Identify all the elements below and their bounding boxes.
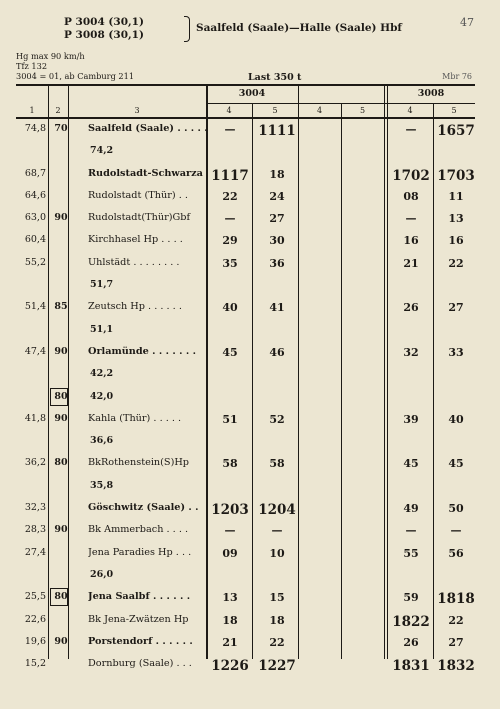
col-header-5b: 5 [359,106,366,115]
km-cell: 22,6 [24,613,46,625]
km-cell: 15,2 [24,658,46,670]
traction-unit: Tfz 132 [16,61,48,71]
km-cell: 19,6 [24,635,46,647]
table-row [16,207,475,229]
station-name: Zeutsch Hp . . . . . . [88,301,182,313]
km-cell: 68,7 [24,167,46,179]
speed-cell: 90 [54,412,68,424]
arrival-3008: 49 [403,502,419,516]
departure-3008: 1818 [437,591,475,608]
arrival-3008: 1702 [392,167,430,184]
arrival-3008: — [405,212,417,226]
station-name: Orlamünde . . . . . . . [88,345,196,357]
arrival-3004: 18 [222,613,238,627]
table-row [16,475,475,497]
table-row [16,452,475,474]
table-row [16,497,475,519]
table-row [16,185,475,207]
table-row [16,386,475,408]
departure-3008: 45 [448,457,464,471]
train-header-3008: 3008 [417,88,445,99]
station-name: Jena Paradies Hp . . . [88,546,192,558]
max-speed: Hg max 90 km/h [16,51,85,61]
arrival-3004: 09 [222,546,238,560]
arrival-3008: 1822 [392,613,430,630]
km-cell: 63,0 [24,212,46,224]
departure-3008: 22 [448,613,464,627]
arrival-3008: 08 [403,189,419,203]
timetable-rows [16,118,475,675]
km-cell: 47,4 [24,345,46,357]
station-name: Rudolstadt(Thür)Gbf [88,212,191,224]
station-name: Bk Ammerbach . . . . [88,524,189,536]
table-row [16,341,475,363]
arrival-3004: 1117 [211,167,249,184]
arrival-3004: 40 [222,301,238,315]
table-row [16,229,475,251]
arrival-3004: — [224,123,236,136]
train-header-3004: 3004 [238,88,266,99]
col-header-3: 3 [134,106,140,115]
distance-marker: 42,2 [90,368,114,380]
speed-cell: 90 [54,635,68,647]
departure-3008: 1703 [437,167,475,184]
table-row [16,609,475,631]
departure-3004: 1204 [258,502,296,519]
col-header-4a: 4 [226,106,232,115]
col-header-5c: 5 [451,106,457,115]
arrival-3004: 45 [222,345,238,359]
train-numbers [64,16,144,42]
col-header-5a: 5 [272,106,278,115]
departure-3008: — [450,524,462,538]
distance-marker: 35,8 [90,479,114,491]
table-row [16,408,475,430]
arrival-3004: 35 [222,256,238,270]
arrival-3008: 16 [403,234,419,248]
mbr-label: Mbr 76 [442,72,472,81]
arrival-3004: 22 [222,189,238,203]
speed-cell: 90 [54,345,68,357]
col-header-4c: 4 [407,106,413,115]
speed-cell: 80 [54,457,68,469]
distance-marker: 42,0 [90,390,114,402]
table-row [16,564,475,586]
station-name: Göschwitz (Saale) . . [88,502,199,514]
arrival-3008: 32 [403,345,419,359]
station-name: Bk Jena-Zwätzen Hp [88,613,189,625]
station-name: Rudolstadt (Thür) . . [88,189,188,201]
distance-marker: 51,7 [90,279,114,291]
arrival-3004: 51 [222,412,238,426]
load-label: Last 350 t [248,72,302,83]
route-title: Saalfeld (Saale)—Halle (Saale) Hbf [196,22,402,34]
departure-3008: 27 [448,635,464,649]
departure-3008: 11 [448,189,464,203]
station-name: Dornburg (Saale) . . . [88,658,192,670]
distance-marker: 36,6 [90,435,114,447]
speed-cell: 80 [54,390,68,402]
departure-3008: 50 [448,502,464,516]
station-name: Kahla (Thür) . . . . . [88,412,182,424]
table-row [16,163,475,185]
speed-cell: 80 [54,591,68,603]
departure-3004: 1227 [258,658,296,675]
departure-3004: 27 [269,212,285,226]
departure-3004: 58 [269,457,285,471]
station-name: BkRothenstein(S)Hp [88,457,189,469]
table-row [16,653,475,675]
km-cell: 36,2 [24,457,46,469]
departure-3004: 18 [269,167,285,181]
departure-3004: 24 [269,189,285,203]
km-cell: 51,4 [24,301,46,313]
speed-cell: 90 [54,212,68,224]
table-row [16,274,475,296]
table-row [16,118,475,140]
km-cell: 41,8 [24,412,46,424]
departure-3008: 56 [448,546,464,560]
departure-3008: 13 [448,212,464,226]
arrival-3004: — [224,524,236,538]
station-name: Jena Saalbf . . . . . . [88,591,191,603]
page-header [56,10,474,46]
table-row [16,542,475,564]
departure-3004: 41 [269,301,285,315]
table-row [16,519,475,541]
departure-3004: 10 [269,546,285,560]
station-name: Rudolstadt-Schwarza [88,167,203,179]
km-cell: 55,2 [24,256,46,268]
table-row [16,140,475,162]
station-name: Saalfeld (Saale) . . . . . [88,123,208,134]
departure-3004: 22 [269,635,285,649]
departure-3008: 1832 [437,658,475,675]
table-row [16,631,475,653]
km-cell: 32,3 [24,502,46,514]
train-number-b: P 3008 (30,1) [64,29,144,41]
table-row [16,319,475,341]
arrival-3004: 13 [222,591,238,605]
col-header-2: 2 [55,106,61,115]
arrival-3008: 39 [403,412,419,426]
train-number-a: P 3004 (30,1) [64,16,144,28]
km-cell: 64,6 [24,189,46,201]
page-number: 47 [460,16,474,29]
departure-3004: 46 [269,345,285,359]
speed-cell: 85 [54,301,68,313]
arrival-3008: — [405,524,417,538]
arrival-3008: 1831 [392,658,430,675]
col-header-4b: 4 [316,106,323,115]
locomotive-note: 3004 = 01, ab Camburg 211 [16,71,135,81]
distance-marker: 51,1 [90,323,114,335]
arrival-3008: 55 [403,546,419,560]
arrival-3004: 1203 [211,502,249,519]
arrival-3004: 58 [222,457,238,471]
departure-3004: 15 [269,591,285,605]
arrival-3004: 1226 [211,658,249,675]
departure-3008: 16 [448,234,464,248]
train-meta [16,51,134,81]
arrival-3008: — [405,123,417,136]
table-row [16,430,475,452]
header-bracket [184,16,190,42]
arrival-3008: 26 [403,635,419,649]
distance-marker: 74,2 [90,145,114,157]
col-header-1: 1 [29,106,35,115]
km-cell: 27,4 [24,546,46,558]
arrival-3008: 21 [403,256,419,270]
arrival-3004: 29 [222,234,238,248]
departure-3008: 33 [448,345,464,359]
departure-3008: 40 [448,412,464,426]
departure-3008: 1657 [437,123,475,139]
km-cell: 28,3 [24,524,46,536]
arrival-3004: 21 [222,635,238,649]
km-cell: 60,4 [24,234,46,246]
station-name: Uhlstädt . . . . . . . . [88,256,180,268]
table-row [16,252,475,274]
distance-marker: 26,0 [90,568,114,580]
departure-3008: 27 [448,301,464,315]
departure-3004: 30 [269,234,285,248]
arrival-3004: — [224,212,236,226]
departure-3004: — [271,524,283,538]
station-name: Kirchhasel Hp . . . . [88,234,183,246]
departure-3004: 36 [269,256,285,270]
table-row [16,296,475,318]
departure-3008: 22 [448,256,464,270]
station-name: Porstendorf . . . . . . [88,635,193,647]
table-row [16,586,475,608]
departure-3004: 1111 [258,123,296,139]
timetable-table [16,84,475,675]
arrival-3008: 45 [403,457,419,471]
table-row [16,363,475,385]
arrival-3008: 59 [403,591,419,605]
arrival-3008: 26 [403,301,419,315]
km-cell: 74,8 [24,123,46,134]
departure-3004: 52 [269,412,285,426]
speed-cell: 90 [54,524,68,536]
km-cell: 25,5 [24,591,46,603]
departure-3004: 18 [269,613,285,627]
speed-cell: 70 [54,123,68,134]
